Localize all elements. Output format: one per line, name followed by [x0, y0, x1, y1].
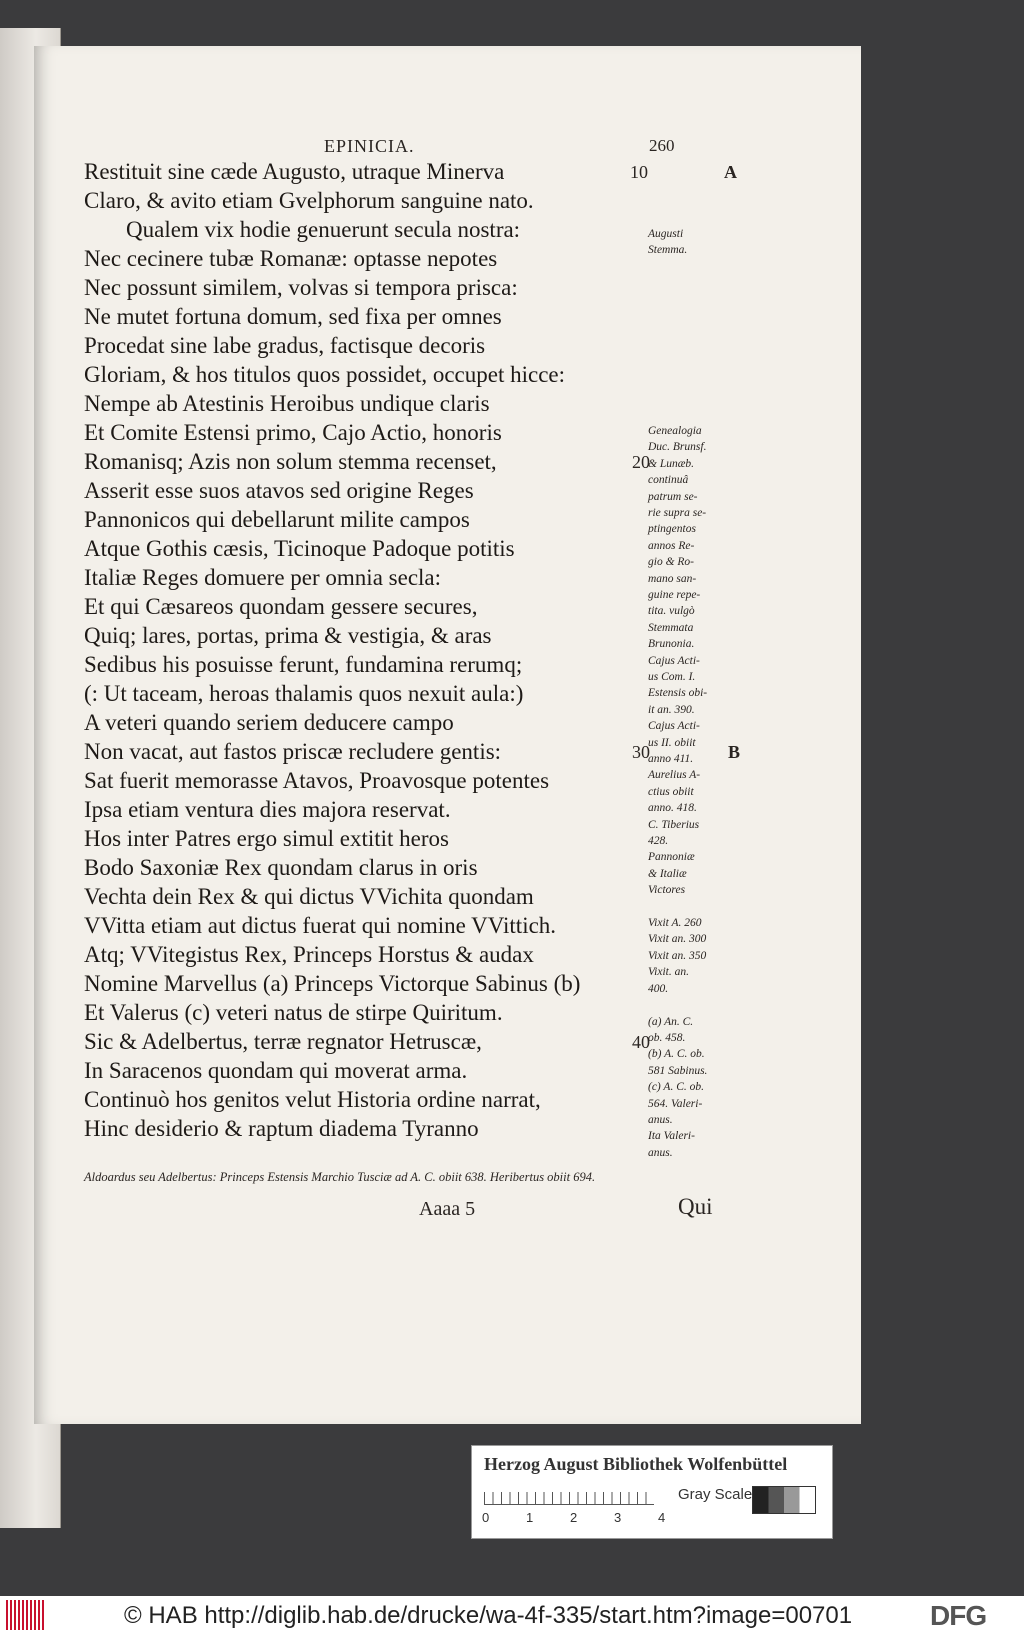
footnote: Aldoardus seu Adelbertus: Princeps Estensis Marchio Tusciæ ad A. C. obiit 638. Heribertus obiit 694.: [84, 1170, 596, 1184]
margin-note: [648, 341, 728, 357]
margin-note: Ita Valeri-: [648, 1130, 695, 1143]
margin-note: 400.: [648, 982, 669, 995]
margin-note: [648, 324, 728, 340]
margin-notes: [648, 226, 728, 1161]
line-number: 10: [630, 162, 648, 182]
verse-line: Qualem vix hodie genuerunt secula nostra:: [126, 217, 521, 242]
verse-line: Hos inter Patres ergo simul extitit heros: [84, 826, 449, 851]
line-number: 30: [632, 742, 650, 762]
verse-line: Procedat sine labe gradus, factisque decoris: [84, 333, 486, 358]
verse-line: Quiq; lares, portas, prima & vestigia, & aras: [84, 623, 492, 648]
margin-note: Estensis obi-: [648, 687, 708, 700]
ruler-number: 4: [658, 1510, 666, 1525]
ruler-number: 3: [614, 1510, 622, 1525]
margin-note: 564. Valeri-: [648, 1097, 703, 1110]
margin-note: tita. vulgò: [648, 605, 695, 618]
footer-bar: [0, 1596, 1024, 1636]
book-page: [34, 46, 861, 1424]
verse-line: Nempe ab Atestinis Heroibus undique claris: [84, 391, 490, 416]
ruler-number: 2: [570, 1510, 578, 1525]
margin-note: [648, 899, 728, 915]
margin-note: C. Tiberius: [648, 818, 700, 831]
margin-note: Vixit an. 300: [648, 933, 707, 946]
barcode-icon: [6, 1600, 44, 1630]
margin-note: anno 411.: [648, 753, 694, 765]
verse-line: Vechta dein Rex & qui dictus VVichita quondam: [84, 884, 534, 909]
verse-line: Pannonicos qui debellarunt milite campos: [84, 507, 470, 532]
grayscale-label: Gray Scale: [678, 1486, 753, 1503]
margin-note: anus.: [648, 1146, 673, 1159]
verse-line: Sedibus his posuisse ferunt, fundamina rerumq;: [84, 652, 523, 677]
verse-line: Continuò hos genitos velut Historia ordine narrat,: [84, 1087, 541, 1112]
running-head: EPINICIA.: [324, 136, 415, 156]
margin-note: Cajus Acti-: [648, 654, 700, 667]
margin-note: & Italiæ: [648, 867, 687, 880]
verse-line: Atque Gothis cæsis, Ticinoque Padoque potitis: [84, 536, 515, 561]
margin-note: (a) An. C.: [648, 1015, 694, 1028]
color-reference-card: [471, 1445, 833, 1539]
margin-note: us Com. I.: [648, 670, 696, 683]
margin-letter: A: [724, 162, 737, 182]
line-number: 40: [632, 1032, 650, 1052]
margin-note: Genealogia: [648, 424, 702, 437]
margin-note: Vixit A. 260: [648, 917, 702, 930]
verse-line: VVitta etiam aut dictus fuerat qui nomine VVittich.: [84, 913, 557, 938]
margin-note: [648, 308, 728, 324]
verse-line: Non vacat, aut fastos priscæ recludere gentis:: [84, 739, 502, 764]
margin-note: Vixit. an.: [648, 966, 689, 979]
margin-note: Vixit an. 350: [648, 949, 707, 962]
margin-note: [648, 357, 728, 373]
margin-note: ptingentos: [648, 523, 696, 536]
grayscale-swatch: [752, 1486, 816, 1514]
verse-line: Gloriam, & hos titulos quos possidet, occupet hicce:: [84, 362, 566, 387]
verse-line: Bodo Saxoniæ Rex quondam clarus in oris: [84, 855, 478, 880]
verse-line: (: Ut taceam, heroas thalamis quos nexuit aula:): [84, 681, 524, 706]
margin-note: gio & Ro-: [648, 556, 694, 569]
margin-note: Duc. Brunsf.: [648, 441, 707, 454]
margin-note: [648, 292, 728, 308]
line-number: 20: [632, 452, 650, 472]
verse-line: In Saracenos quondam qui moverat arma.: [84, 1058, 468, 1083]
library-name: Herzog August Bibliothek Wolfenbüttel: [484, 1454, 788, 1474]
dfg-logo: DFG: [930, 1600, 987, 1631]
verse-line: Claro, & avito etiam Gvelphorum sanguine nato.: [84, 188, 534, 213]
margin-note: Stemma.: [648, 244, 688, 257]
margin-note: rie supra se-: [648, 506, 707, 519]
scale-ruler: [484, 1484, 654, 1505]
margin-note: guine repe-: [648, 588, 701, 601]
verse-line: Sat fuerit memorasse Atavos, Proavosque potentes: [84, 768, 550, 793]
margin-note: [648, 275, 728, 291]
margin-note: & Lunæb.: [648, 457, 695, 470]
verse-line: Romanisq; Azis non solum stemma recenset,: [84, 449, 497, 474]
verse-line: Ipsa etiam ventura dies majora reservat.: [84, 797, 451, 822]
margin-note: Victores: [648, 884, 686, 897]
margin-note: annos Re-: [648, 539, 695, 552]
verse-line: Hinc desiderio & raptum diadema Tyranno: [84, 1116, 479, 1141]
margin-note: patrum se-: [648, 490, 698, 503]
margin-note: it an. 390.: [648, 703, 695, 716]
margin-note: Cajus Acti-: [648, 720, 700, 733]
verse-line: Atq; VVitegistus Rex, Princeps Horstus & audax: [84, 942, 534, 967]
verse-line: Asserit esse suos atavos sed origine Reges: [84, 478, 474, 503]
page-number: 260: [649, 136, 675, 155]
margin-note: ctius obiit: [648, 785, 694, 798]
margin-note: mano san-: [648, 572, 697, 585]
margin-note: Stemmata: [648, 621, 694, 634]
verse-line: Et Comite Estensi primo, Cajo Actio, honoris: [84, 420, 502, 445]
ruler-number: 1: [526, 1510, 534, 1525]
ruler-number: 0: [482, 1510, 490, 1525]
footer-credit-link[interactable]: © HAB http://diglib.hab.de/drucke/wa-4f-335/start.htm?image=00701: [124, 1602, 853, 1629]
margin-note: [648, 259, 728, 275]
margin-note: continuâ: [648, 474, 689, 487]
verse-line: Nec possunt similem, volvas si tempora prisca:: [84, 275, 518, 300]
verse-line: Sic & Adelbertus, terræ regnator Hetruscæ,: [84, 1029, 482, 1054]
margin-note: [648, 374, 728, 390]
margin-note: Augusti: [648, 228, 684, 240]
margin-note: Brunonia.: [648, 638, 695, 651]
margin-note: [648, 390, 728, 406]
verse-line: Ne mutet fortuna domum, sed fixa per omnes: [84, 304, 502, 329]
margin-note: us II. obiit: [648, 736, 696, 749]
margin-note: anus.: [648, 1113, 673, 1126]
verse-line: Et qui Cæsareos quondam gessere secures,: [84, 594, 478, 619]
margin-note: ob. 458.: [648, 1031, 686, 1044]
margin-note: Aurelius A-: [648, 769, 701, 782]
verse-line: Et Valerus (c) veteri natus de stirpe Quiritum.: [84, 1000, 503, 1025]
catchword: Qui: [678, 1194, 713, 1219]
margin-note: [648, 997, 728, 1013]
margin-note: 428.: [648, 835, 669, 848]
verse-line: A veteri quando seriem deducere campo: [84, 710, 454, 735]
verse-line: Italiæ Reges domuere per omnia secla:: [84, 565, 442, 590]
margin-note: anno. 418.: [648, 802, 697, 815]
verse-line: Restituit sine cæde Augusto, utraque Minerva: [84, 159, 505, 184]
margin-note: 581 Sabinus.: [648, 1064, 708, 1077]
signature-mark: Aaaa 5: [419, 1198, 476, 1220]
margin-note: (c) A. C. ob.: [648, 1081, 705, 1094]
margin-letter: B: [728, 742, 741, 762]
verse-line: Nec cecinere tubæ Romanæ: optasse nepotes: [84, 246, 498, 271]
margin-note: (b) A. C. ob.: [648, 1048, 705, 1061]
margin-note: Pannoniæ: [648, 851, 695, 864]
verse-line: Nomine Marvellus (a) Princeps Victorque Sabinus (b): [84, 971, 581, 996]
margin-note: [648, 406, 728, 422]
